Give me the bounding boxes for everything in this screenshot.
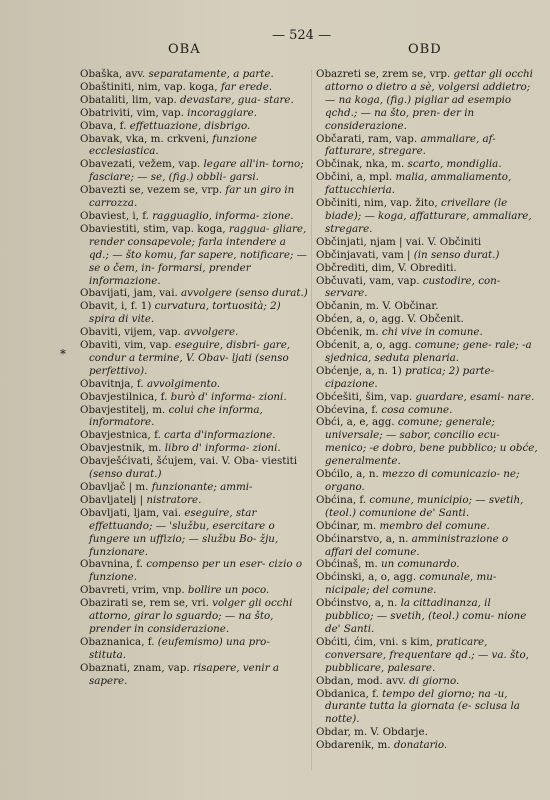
grammar-info: , mod. avv. (350, 674, 410, 687)
dictionary-entry (80, 339, 308, 378)
definition: comune; gene- rale; -a sjednica, seduta plenaria. (325, 339, 532, 364)
headword: Občuvati (316, 274, 363, 287)
definition: funzione ecclesiastica. (89, 132, 258, 158)
dictionary-entry (80, 584, 308, 597)
grammar-info: , ljam, vai. (127, 506, 185, 519)
grammar-info: , f. (352, 493, 370, 506)
definition: legare all'in- torno; fasciare; — se, (fig.) obbli- garsi. (89, 158, 304, 184)
definition: avvolgimento. (146, 377, 221, 390)
dictionary-entry (316, 739, 538, 752)
definition: un comunardo. (381, 558, 460, 571)
grammar-info: , stim, vap. koga, (136, 222, 229, 235)
definition: custodire, con- servare. (325, 274, 501, 300)
grammar-info: , m. (141, 442, 165, 455)
dictionary-entry (316, 636, 538, 675)
dictionary-entry (316, 688, 538, 727)
grammar-info: , šim, vap. (358, 390, 416, 403)
dictionary-entry (316, 675, 538, 688)
grammar-info: , vijem, vap. (117, 326, 185, 339)
headword: Obavreti (80, 584, 126, 597)
dictionary-entry (80, 481, 308, 494)
definition: devastare, gua- stare. (180, 93, 294, 106)
definition: eseguire, star effettuando; — 'službu, esercitare o fungere un uffizio; — službu Bo- žju, funzionare. (89, 506, 279, 558)
headword: Obava (80, 119, 114, 132)
grammar-info: , a, n. (349, 468, 383, 481)
headword: Obaznanica (80, 635, 142, 648)
left-guide-word: OBA (168, 42, 201, 57)
definition: di giorno. (409, 674, 460, 687)
grammar-info: , lim, vap. (125, 93, 181, 106)
definition: far un giro in carrozza. (89, 184, 295, 210)
dictionary-entry (316, 275, 538, 301)
grammar-info: , a, e, agg. (340, 416, 398, 429)
definition: donatario. (393, 739, 448, 752)
headword: Obdan (316, 674, 351, 687)
grammar-info: , f. (129, 558, 147, 571)
definition: crivellare (le biade); — koga, affatturare, ammaliare, stregare. (325, 197, 532, 235)
headword: Obavljati (80, 506, 128, 519)
headword: Občinjavati (316, 248, 376, 261)
headword: Obaštiniti (80, 80, 132, 93)
headword: Obavezti (80, 184, 126, 197)
definition: volger gli occhi attorno, girar lo sguardo; — na što, prender in considerazione. (89, 597, 293, 635)
grammar-info: , a, n. (379, 532, 412, 545)
definition: (in senso durat.) (413, 248, 500, 261)
definition: bollire un poco. (187, 584, 270, 597)
dictionary-entry (80, 210, 308, 223)
grammar-info: , a, n. (368, 597, 401, 610)
grammar-info: , vka, m. crkveni, (119, 132, 213, 145)
dictionary-entry (316, 197, 538, 236)
dictionary-entry (80, 662, 308, 688)
definition: curvatura, tortuosità; 2) spira di vite. (89, 300, 281, 326)
grammar-info: , i, f. 1) (114, 300, 155, 313)
grammar-info: , a, o, agg. V. Občenit. (349, 313, 464, 326)
grammar-info: , f. (130, 377, 147, 390)
headword: Obćenje (316, 364, 359, 377)
grammar-info: , f. (141, 635, 158, 648)
headword: Občarati (316, 132, 362, 145)
headword: Občinjati (316, 235, 364, 248)
headword: Obćilo (316, 468, 350, 481)
dictionary-entry (80, 184, 308, 210)
definition: chi vive in comune. (381, 326, 483, 339)
headword: Občrediti (316, 261, 366, 274)
dictionary-entry (80, 597, 308, 636)
grammar-info: , nka, m. (359, 158, 408, 171)
dictionary-entry (80, 287, 308, 300)
dictionary-entry (316, 416, 538, 468)
headword: Občiniti (316, 197, 358, 210)
page-header (0, 28, 550, 58)
headword: Obavnina (80, 558, 130, 571)
dictionary-entry (80, 378, 308, 391)
page-number: — 524 — (272, 28, 332, 43)
definition: amministrazione o affari del comune. (325, 532, 509, 558)
left-column (80, 68, 308, 688)
definition: risapere, venir a sapere. (89, 661, 280, 687)
headword: Obći (316, 416, 341, 429)
headword: Obaviestiti (80, 222, 137, 235)
grammar-info: | (136, 493, 147, 506)
headword: Obaviest (80, 209, 126, 222)
dictionary-entry (316, 313, 538, 326)
definition: (senso durat.) (89, 468, 162, 481)
grammar-info: se, rem se, vri. (128, 597, 213, 610)
headword: Obćinar (316, 519, 357, 532)
headword: Obćevina (316, 403, 365, 416)
headword: Obavijati (80, 287, 128, 300)
dictionary-entry (316, 236, 538, 249)
definition: libro d' informa- zioni. (164, 442, 281, 455)
definition: effettuazione, disbrigo. (129, 119, 251, 132)
dictionary-entry (80, 81, 308, 94)
grammar-info: , f. (365, 687, 383, 700)
definition: malia, ammaliamento, fattucchieria. (325, 171, 512, 197)
margin-mark: * (60, 347, 66, 361)
grammar-info: , dim, V. Obrediti. (365, 261, 457, 274)
grammar-info: , m. (145, 403, 169, 416)
headword: Obdar (316, 726, 348, 739)
dictionary-entry (80, 404, 308, 430)
headword: Obavezati (80, 158, 133, 171)
definition: la cittadinanza, il pubblico; — svetih, (teol.) comu- nione de' Santi. (325, 597, 527, 635)
definition: avvolgere (senso durat.) (181, 287, 308, 300)
headword: Obavjestnica (80, 429, 148, 442)
headword: Obćenit (316, 339, 357, 352)
grammar-info: , f. (154, 390, 171, 403)
dictionary-entry (80, 391, 308, 404)
dictionary-entry (316, 300, 538, 313)
grammar-info: , nim, vap. žito, (357, 197, 441, 210)
grammar-info: , m. (358, 558, 382, 571)
headword: Obavjestilnica (80, 390, 155, 403)
grammar-info: , vam | (375, 248, 414, 261)
dictionary-entry (316, 468, 538, 494)
definition: eseguire, disbri- gare, condur a termine, V. Obav- ljati (senso perfettivo). (89, 339, 291, 377)
dictionary-entry (316, 494, 538, 520)
headword: Obavljatelj (80, 493, 137, 506)
dictionary-entry (316, 158, 538, 171)
dictionary-entry (80, 223, 308, 288)
definition: ragguaglio, informa- zione. (152, 209, 294, 222)
dictionary-entry (316, 365, 538, 391)
headword: Obćinski (316, 571, 362, 584)
headword: Obćinstvo (316, 597, 369, 610)
dictionary-entry (316, 249, 538, 262)
definition: comunale, mu- nicipale; del comune. (325, 571, 497, 597)
definition: cosa comune. (381, 403, 453, 416)
grammar-info: , vrim, vnp. (125, 584, 188, 597)
dictionary-entry (80, 94, 308, 107)
dictionary-entry (80, 455, 308, 481)
headword: Obćina (316, 493, 353, 506)
grammar-info: , a, n. 1) (358, 364, 406, 377)
definition: funzionante; ammi- (151, 481, 253, 493)
headword: Obćiti (316, 635, 348, 648)
definition: tempo del giorno; na -u, durante tutta la giornata (e- sclusa la notte). (325, 687, 520, 726)
headword: Obdanica (316, 687, 366, 700)
dictionary-entry (316, 339, 538, 365)
right-column (316, 68, 538, 752)
grammar-info: , m. V. Obdarje. (347, 726, 428, 739)
definition: separatamente, a parte. (148, 68, 274, 80)
grammar-info: , njam | vai. V. Občiniti (363, 235, 482, 248)
headword: Obaška (80, 68, 119, 80)
grammar-info: , ram, vap. (361, 132, 421, 145)
grammar-info: , vim, vap. (130, 106, 188, 119)
definition: mezzo di comunicazio- ne; organo. (325, 468, 520, 493)
dictionary-entry (80, 300, 308, 326)
dictionary-entry (80, 636, 308, 662)
dictionary-entry (80, 429, 308, 442)
dictionary-entry (80, 68, 308, 81)
headword: Obavjestnik (80, 442, 142, 455)
definition: raggua- gliare, render consapevole; farla intendere a qd.; — što komu, far sapere, notificare; — se o čem, in- formarsi, prender informazione. (89, 222, 307, 287)
grammar-info: , f. (113, 119, 130, 132)
dictionary-entry (80, 442, 308, 455)
definition: comune; generale; universale; — sabor, concilio ecu- menico; -e dobro, bene pubblico; u obće, generalmente. (325, 416, 538, 468)
headword: Občini (316, 171, 351, 184)
grammar-info: , a, o, agg. (356, 339, 415, 352)
definition: far erede. (220, 80, 273, 93)
headword: Obavitnja (80, 377, 131, 390)
grammar-info: , m. (370, 739, 394, 752)
headword: Obćenik (316, 326, 360, 339)
grammar-info: , nim, vap. koga, (131, 80, 221, 93)
grammar-info: , m. (359, 326, 382, 339)
headword: Obćinarstvo (316, 532, 380, 545)
definition: comune, municipio; — svetih, (teol.) comunione de' Santi. (325, 493, 524, 519)
headword: Obavješćivati (80, 455, 151, 468)
dictionary-entry (80, 507, 308, 559)
grammar-info: , a, mpl. (350, 171, 396, 184)
headword: Obaviti (80, 326, 118, 339)
dictionary-entry (316, 726, 538, 739)
definition: burò d' informa- zioni. (170, 390, 287, 403)
dictionary-entry (316, 171, 538, 197)
grammar-info: se, vezem se, vrp. (125, 184, 226, 197)
grammar-info: , vežem, vap. (132, 158, 204, 171)
dictionary-entry (80, 558, 308, 584)
dictionary-entry (80, 494, 308, 507)
definition: colui che informa, informatore. (89, 403, 263, 429)
dictionary-entry (316, 68, 538, 133)
grammar-info: , ćim, vni. s kim, (347, 635, 437, 648)
definition: membro del comune. (379, 519, 490, 532)
column-divider (311, 70, 312, 770)
dictionary-entry (316, 597, 538, 636)
headword: Obaznati (80, 661, 127, 674)
dictionary-entry (316, 571, 538, 597)
headword: Obavljač (80, 481, 126, 493)
grammar-info: , jam, vai. (127, 287, 182, 300)
headword: Obazirati (80, 597, 129, 610)
dictionary-entry (316, 558, 538, 571)
definition: gettar gli occhi attorno o dietro a sè, volgersi addietro; — na koga, (fig.) pigliar ad esempio qchd.; — na što, pren- der in considerazione. (325, 68, 533, 132)
dictionary-entry (316, 133, 538, 159)
grammar-info: | m. (125, 481, 152, 493)
headword: Obćen (316, 313, 350, 326)
definition: scarto, mondiglia. (407, 158, 502, 171)
grammar-info: , vim, vap. (117, 339, 175, 352)
grammar-info: , šćujem, vai. V. Oba- viestiti (150, 455, 298, 468)
grammar-info: , vam, vap. (362, 274, 423, 287)
grammar-info: , f. (364, 403, 382, 416)
right-guide-word: OBD (408, 42, 442, 57)
grammar-info: se, zrem se, vrp. (361, 68, 454, 80)
grammar-info: , znam, vap. (126, 661, 193, 674)
dictionary-entry (80, 326, 308, 339)
headword: Obataliti (80, 93, 126, 106)
dictionary-entry (316, 391, 538, 404)
headword: Občinak (316, 158, 360, 171)
dictionary-entry (316, 404, 538, 417)
dictionary-entry (316, 520, 538, 533)
headword: Obavak (80, 132, 120, 145)
headword: Obavjestitelj (80, 403, 146, 416)
definition: (eufemismo) una pro- stituta. (89, 635, 270, 661)
dictionary-entry (316, 262, 538, 275)
grammar-info: , m. V. Občinar. (359, 300, 439, 313)
headword: Občanin (316, 300, 360, 313)
definition: compenso per un eser- cizio o funzione. (89, 558, 303, 584)
definition: nistratore. (146, 493, 202, 506)
dictionary-entry (80, 120, 308, 133)
grammar-info: , avv. (118, 68, 149, 80)
definition: praticare, conversare, frequentare qd.; — va. što, pubblicare, palesare. (325, 635, 529, 674)
grammar-info: , m. (356, 519, 380, 532)
grammar-info: , i, f. (125, 209, 153, 222)
definition: ammaliare, af- fatturare, stregare. (325, 132, 496, 158)
dictionary-entry (316, 326, 538, 339)
dictionary-entry (80, 158, 308, 184)
dictionary-entry (80, 107, 308, 120)
headword: Obavit (80, 300, 115, 313)
dictionary-entry (316, 533, 538, 559)
definition: guardare, esami- nare. (415, 390, 535, 403)
dictionary-entry (80, 133, 308, 159)
grammar-info: , a, o, agg. (361, 571, 420, 584)
definition: incoraggiare. (187, 106, 257, 119)
headword: Obćinaš (316, 558, 359, 571)
headword: Obdarenik (316, 739, 371, 752)
headword: Obćešiti (316, 390, 359, 403)
grammar-info: , f. (147, 429, 165, 442)
definition: carta d'informazione. (164, 429, 276, 442)
definition: pratica; 2) parte- cipazione. (325, 364, 495, 390)
headword: Obazreti (316, 68, 362, 80)
headword: Obaviti (80, 339, 118, 352)
definition: avvolgere. (184, 326, 239, 339)
headword: Obatriviti (80, 106, 131, 119)
